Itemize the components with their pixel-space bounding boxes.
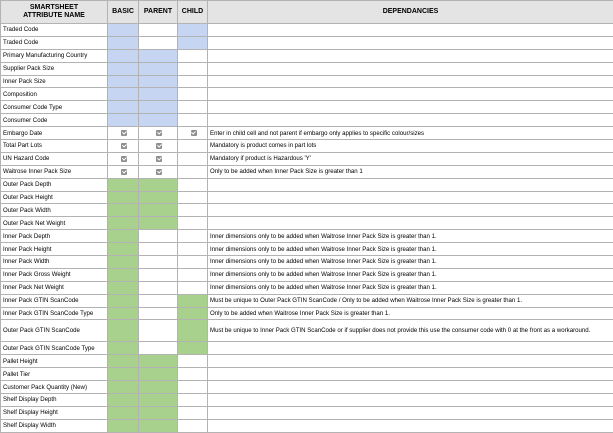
checkbox-checked-icon[interactable] <box>121 130 127 136</box>
table-row <box>1 191 613 204</box>
basic-flag-cell[interactable] <box>108 217 139 230</box>
attribute-name-cell[interactable]: Primary Manufacturing Country <box>1 49 108 62</box>
attribute-name-cell[interactable]: Inner Pack Gross Weight <box>1 268 108 281</box>
table-row <box>1 204 613 217</box>
checkbox-checked-icon[interactable] <box>156 169 162 175</box>
child-flag-cell[interactable] <box>178 24 208 37</box>
table-row <box>1 243 613 256</box>
parent-flag-cell[interactable] <box>139 281 178 294</box>
table-row <box>1 394 613 407</box>
table-row <box>1 49 613 62</box>
column-header-attribute-line2: ATTRIBUTE NAME <box>23 12 85 19</box>
column-header-attribute-name[interactable] <box>1 1 108 24</box>
child-flag-cell[interactable] <box>178 394 208 407</box>
parent-flag-cell[interactable] <box>139 114 178 127</box>
basic-flag-cell[interactable] <box>108 101 139 114</box>
table-row <box>1 307 613 320</box>
basic-flag-cell[interactable] <box>108 268 139 281</box>
attribute-name-cell[interactable]: Supplier Pack Size <box>1 62 108 75</box>
child-flag-cell[interactable] <box>178 204 208 217</box>
table-row <box>1 419 613 432</box>
checkbox-checked-icon[interactable] <box>156 156 162 162</box>
dependancy-cell[interactable] <box>208 62 613 75</box>
dependancy-cell[interactable]: Must be unique to Inner Pack GTIN ScanCode or if supplier does not provide this use the consumer code with 0 at the front as a workaround. <box>208 320 613 342</box>
child-flag-cell[interactable] <box>178 281 208 294</box>
parent-flag-cell[interactable] <box>139 243 178 256</box>
table-row <box>1 294 613 307</box>
basic-flag-cell[interactable] <box>108 152 139 165</box>
attribute-name-cell[interactable]: Inner Pack Width <box>1 256 108 269</box>
basic-flag-cell[interactable] <box>108 406 139 419</box>
checkbox-checked-icon[interactable] <box>156 130 162 136</box>
dependancy-cell[interactable]: Only to be added when Inner Pack Size is greater than 1 <box>208 165 613 178</box>
dependancy-cell[interactable] <box>208 178 613 191</box>
attribute-name-cell[interactable]: Outer Pack GTIN ScanCode Type <box>1 342 108 355</box>
attribute-name-cell[interactable]: Customer Pack Quantity (New) <box>1 381 108 394</box>
basic-flag-cell[interactable] <box>108 75 139 88</box>
table-row <box>1 165 613 178</box>
dependancy-cell[interactable] <box>208 114 613 127</box>
attribute-name-cell[interactable]: Pallet Height <box>1 355 108 368</box>
table-row <box>1 230 613 243</box>
parent-flag-cell[interactable] <box>139 307 178 320</box>
table-row <box>1 36 613 49</box>
child-flag-cell[interactable] <box>178 36 208 49</box>
attribute-name-cell[interactable]: Inner Pack Depth <box>1 230 108 243</box>
basic-flag-cell[interactable] <box>108 127 139 140</box>
basic-flag-cell[interactable] <box>108 281 139 294</box>
spreadsheet-body <box>1 24 613 433</box>
dependancy-cell[interactable] <box>208 88 613 101</box>
attribute-name-cell[interactable]: Shelf Display Height <box>1 406 108 419</box>
basic-flag-cell[interactable] <box>108 394 139 407</box>
dependancy-cell[interactable]: Only to be added when Waitrose Inner Pack Size is greater than 1. <box>208 307 613 320</box>
header-row <box>1 1 613 24</box>
child-flag-cell[interactable] <box>178 342 208 355</box>
dependancy-cell[interactable]: Mandatory if product is Hazardous 'Y' <box>208 152 613 165</box>
dependancy-cell[interactable]: Inner dimensions only to be added when Waitrose Inner Pack Size is greater than 1. <box>208 243 613 256</box>
child-flag-cell[interactable] <box>178 320 208 342</box>
child-flag-cell[interactable] <box>178 88 208 101</box>
dependancy-cell[interactable]: Inner dimensions only to be added when Waitrose Inner Pack Size is greater than 1. <box>208 281 613 294</box>
parent-flag-cell[interactable] <box>139 381 178 394</box>
table-row <box>1 127 613 140</box>
attribute-name-cell[interactable]: Outer Pack Height <box>1 191 108 204</box>
dependancy-cell[interactable] <box>208 49 613 62</box>
parent-flag-cell[interactable] <box>139 24 178 37</box>
column-header-attribute-line1: SMARTSHEET <box>29 4 79 11</box>
child-flag-cell[interactable] <box>178 127 208 140</box>
child-flag-cell[interactable] <box>178 75 208 88</box>
child-flag-cell[interactable] <box>178 62 208 75</box>
child-flag-cell[interactable] <box>178 268 208 281</box>
child-flag-cell[interactable] <box>178 368 208 381</box>
table-row <box>1 342 613 355</box>
child-flag-cell[interactable] <box>178 165 208 178</box>
child-flag-cell[interactable] <box>178 294 208 307</box>
basic-flag-cell[interactable] <box>108 36 139 49</box>
basic-flag-cell[interactable] <box>108 191 139 204</box>
basic-flag-cell[interactable] <box>108 419 139 432</box>
table-row <box>1 140 613 153</box>
dependancy-cell[interactable] <box>208 342 613 355</box>
dependancy-cell[interactable] <box>208 204 613 217</box>
parent-flag-cell[interactable] <box>139 268 178 281</box>
attribute-name-cell[interactable]: Traded Code <box>1 24 108 37</box>
table-row <box>1 256 613 269</box>
parent-flag-cell[interactable] <box>139 294 178 307</box>
dependancy-cell[interactable] <box>208 101 613 114</box>
attribute-name-cell[interactable]: Total Part Lots <box>1 140 108 153</box>
parent-flag-cell[interactable] <box>139 140 178 153</box>
parent-flag-cell[interactable] <box>139 152 178 165</box>
dependancy-cell[interactable]: Mandatory is product comes in part lots <box>208 140 613 153</box>
dependancy-cell[interactable]: Inner dimensions only to be added when Waitrose Inner Pack Size is greater than 1. <box>208 230 613 243</box>
table-row <box>1 406 613 419</box>
checkbox-checked-icon[interactable] <box>121 143 127 149</box>
dependancy-cell[interactable] <box>208 368 613 381</box>
basic-flag-cell[interactable] <box>108 307 139 320</box>
attribute-name-cell[interactable]: Traded Code <box>1 36 108 49</box>
attribute-name-cell[interactable]: Inner Pack Net Weight <box>1 281 108 294</box>
basic-flag-cell[interactable] <box>108 62 139 75</box>
basic-flag-cell[interactable] <box>108 49 139 62</box>
parent-flag-cell[interactable] <box>139 178 178 191</box>
attribute-name-cell[interactable]: Consumer Code <box>1 114 108 127</box>
child-flag-cell[interactable] <box>178 152 208 165</box>
table-row <box>1 88 613 101</box>
parent-flag-cell[interactable] <box>139 62 178 75</box>
basic-flag-cell[interactable] <box>108 256 139 269</box>
child-flag-cell[interactable] <box>178 49 208 62</box>
attribute-name-cell[interactable]: Outer Pack Depth <box>1 178 108 191</box>
basic-flag-cell[interactable] <box>108 294 139 307</box>
table-row <box>1 281 613 294</box>
dependancy-cell[interactable] <box>208 217 613 230</box>
dependancy-cell[interactable] <box>208 355 613 368</box>
basic-flag-cell[interactable] <box>108 230 139 243</box>
child-flag-cell[interactable] <box>178 307 208 320</box>
child-flag-cell[interactable] <box>178 406 208 419</box>
attribute-name-cell[interactable]: UN Hazard Code <box>1 152 108 165</box>
attribute-name-cell[interactable]: Inner Pack GTIN ScanCode Type <box>1 307 108 320</box>
dependancy-cell[interactable]: Enter in child cell and not parent if embargo only applies to specific colour/sizes <box>208 127 613 140</box>
table-row <box>1 320 613 342</box>
table-row <box>1 152 613 165</box>
child-flag-cell[interactable] <box>178 355 208 368</box>
checkbox-checked-icon[interactable] <box>121 156 127 162</box>
dependancy-cell[interactable] <box>208 394 613 407</box>
checkbox-checked-icon[interactable] <box>121 169 127 175</box>
checkbox-checked-icon[interactable] <box>191 130 197 136</box>
dependancy-cell[interactable]: Must be unique to Outer Pack GTIN ScanCode / Only to be added when Waitrose Inner Pack Size is greater than 1. <box>208 294 613 307</box>
parent-flag-cell[interactable] <box>139 75 178 88</box>
parent-flag-cell[interactable] <box>139 320 178 342</box>
table-row <box>1 381 613 394</box>
child-flag-cell[interactable] <box>178 243 208 256</box>
child-flag-cell[interactable] <box>178 256 208 269</box>
basic-flag-cell[interactable] <box>108 178 139 191</box>
basic-flag-cell[interactable] <box>108 88 139 101</box>
child-flag-cell[interactable] <box>178 419 208 432</box>
child-flag-cell[interactable] <box>178 140 208 153</box>
basic-flag-cell[interactable] <box>108 114 139 127</box>
table-row <box>1 75 613 88</box>
column-header-child[interactable]: CHILD <box>178 1 208 24</box>
dependancy-cell[interactable] <box>208 36 613 49</box>
parent-flag-cell[interactable] <box>139 342 178 355</box>
child-flag-cell[interactable] <box>178 101 208 114</box>
dependancy-cell[interactable] <box>208 419 613 432</box>
table-row <box>1 62 613 75</box>
basic-flag-cell[interactable] <box>108 243 139 256</box>
parent-flag-cell[interactable] <box>139 36 178 49</box>
child-flag-cell[interactable] <box>178 230 208 243</box>
parent-flag-cell[interactable] <box>139 217 178 230</box>
child-flag-cell[interactable] <box>178 217 208 230</box>
dependancy-cell[interactable] <box>208 381 613 394</box>
table-row <box>1 24 613 37</box>
attribute-name-cell[interactable]: Consumer Code Type <box>1 101 108 114</box>
parent-flag-cell[interactable] <box>139 230 178 243</box>
checkbox-checked-icon[interactable] <box>156 143 162 149</box>
basic-flag-cell[interactable] <box>108 368 139 381</box>
dependancy-cell[interactable] <box>208 75 613 88</box>
attribute-name-cell[interactable]: Composition <box>1 88 108 101</box>
parent-flag-cell[interactable] <box>139 88 178 101</box>
dependancy-cell[interactable] <box>208 24 613 37</box>
table-row <box>1 217 613 230</box>
child-flag-cell[interactable] <box>178 381 208 394</box>
dependancy-cell[interactable] <box>208 406 613 419</box>
attribute-name-cell[interactable]: Shelf Display Width <box>1 419 108 432</box>
table-row <box>1 268 613 281</box>
basic-flag-cell[interactable] <box>108 320 139 342</box>
parent-flag-cell[interactable] <box>139 419 178 432</box>
parent-flag-cell[interactable] <box>139 101 178 114</box>
child-flag-cell[interactable] <box>178 114 208 127</box>
table-row <box>1 355 613 368</box>
attribute-name-cell[interactable]: Outer Pack GTIN ScanCode <box>1 320 108 342</box>
basic-flag-cell[interactable] <box>108 204 139 217</box>
parent-flag-cell[interactable] <box>139 191 178 204</box>
basic-flag-cell[interactable] <box>108 24 139 37</box>
attribute-name-cell[interactable]: Embargo Date <box>1 127 108 140</box>
parent-flag-cell[interactable] <box>139 127 178 140</box>
attribute-name-cell[interactable]: Inner Pack GTIN ScanCode <box>1 294 108 307</box>
attribute-name-cell[interactable]: Shelf Display Depth <box>1 394 108 407</box>
parent-flag-cell[interactable] <box>139 165 178 178</box>
basic-flag-cell[interactable] <box>108 355 139 368</box>
basic-flag-cell[interactable] <box>108 140 139 153</box>
attribute-name-cell[interactable]: Pallet Tier <box>1 368 108 381</box>
basic-flag-cell[interactable] <box>108 165 139 178</box>
child-flag-cell[interactable] <box>178 178 208 191</box>
attribute-name-cell[interactable]: Outer Pack Net Weight <box>1 217 108 230</box>
parent-flag-cell[interactable] <box>139 406 178 419</box>
parent-flag-cell[interactable] <box>139 256 178 269</box>
attribute-name-cell[interactable]: Inner Pack Height <box>1 243 108 256</box>
parent-flag-cell[interactable] <box>139 394 178 407</box>
column-header-dependancies[interactable]: DEPENDANCIES <box>208 1 613 24</box>
parent-flag-cell[interactable] <box>139 49 178 62</box>
parent-flag-cell[interactable] <box>139 204 178 217</box>
table-row <box>1 178 613 191</box>
dependancy-cell[interactable] <box>208 191 613 204</box>
column-header-parent[interactable]: PARENT <box>139 1 178 24</box>
parent-flag-cell[interactable] <box>139 368 178 381</box>
attribute-name-cell[interactable]: Waitrose Inner Pack Size <box>1 165 108 178</box>
attribute-name-cell[interactable]: Inner Pack Size <box>1 75 108 88</box>
table-row <box>1 101 613 114</box>
table-row <box>1 368 613 381</box>
attribute-name-cell[interactable]: Outer Pack Width <box>1 204 108 217</box>
basic-flag-cell[interactable] <box>108 381 139 394</box>
table-row <box>1 114 613 127</box>
column-header-basic[interactable]: BASIC <box>108 1 139 24</box>
parent-flag-cell[interactable] <box>139 355 178 368</box>
child-flag-cell[interactable] <box>178 191 208 204</box>
dependancy-cell[interactable]: Inner dimensions only to be added when Waitrose Inner Pack Size is greater than 1. <box>208 268 613 281</box>
basic-flag-cell[interactable] <box>108 342 139 355</box>
dependancy-cell[interactable]: Inner dimensions only to be added when Waitrose Inner Pack Size is greater than 1. <box>208 256 613 269</box>
